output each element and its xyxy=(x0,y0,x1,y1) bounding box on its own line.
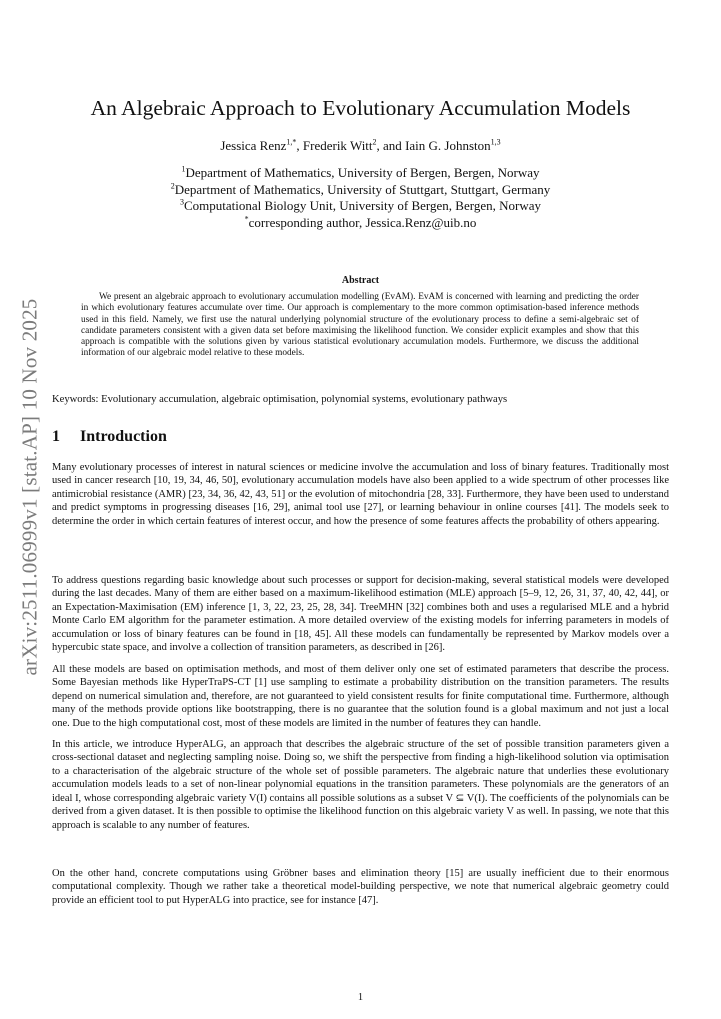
paper-title: An Algebraic Approach to Evolutionary Accumulation Models xyxy=(90,96,631,120)
section-heading xyxy=(52,428,167,446)
author-affil-mark: 2 xyxy=(372,137,377,147)
author-name: Frederik Witt xyxy=(302,138,373,153)
affiliation-text: Department of Mathematics, University of Bergen, Bergen, Norway xyxy=(185,165,540,180)
affiliation-text: Department of Mathematics, University of Stuttgart, Stuttgart, Germany xyxy=(174,181,551,197)
author-affil-mark: 1,* xyxy=(286,137,297,147)
body-paragraph: Many evolutionary processes of interest in natural sciences or medicine involve the accumulation and loss of binary features. Traditionally most used in cancer research [10, 19, 34, 46, 50], evolutionary accumulation models have also been applied to a wide spectrum of other processes like antimicrobial resistance (AMR) [23, 34, 36, 42, 43, 51] or the evolution of mitochondria [28, 33]. Furthermore, they have been used to understand and predict symptoms in progressing diseases [16, 29], animal tool use [27], or learning behaviour in online courses [41]. The models seek to determine the order in which certain features of interest occur, and how the presence of some features affects the probability of others appearing. xyxy=(52,462,669,527)
affiliations xyxy=(0,165,721,231)
body-paragraph: On the other hand, concrete computations using Gröbner bases and elimination theory [15] are usually inefficient due to their enormous computational complexity. Though we rather take a theoretical model-building perspective, we note that numerical algebraic geometry could provide an efficient tool to put HyperALG into practice, see for instance [47]. xyxy=(52,868,669,906)
affiliation-text: corresponding author, Jessica.Renz@uib.no xyxy=(248,214,477,230)
keywords: Keywords: Evolutionary accumulation, algebraic optimisation, polynomial systems, evolutionary pathways xyxy=(52,394,508,405)
affiliation-mark: * xyxy=(244,214,249,224)
affiliation-mark: 2 xyxy=(170,181,175,191)
author-separator: , xyxy=(296,138,303,153)
author-line xyxy=(0,138,721,154)
affiliation-mark: 1 xyxy=(181,164,186,174)
affiliation-text: Computational Biology Unit, University of Bergen, Bergen, Norway xyxy=(184,198,541,213)
author-name: Jessica Renz xyxy=(220,138,287,153)
affiliation-line xyxy=(0,198,721,215)
body-paragraph: All these models are based on optimisation methods, and most of them deliver only one set of estimated parameters that describe the process. Some Bayesian methods like HyperTraPS-CT [1] use sampling to estimate a probability distribution on the transition parameters. The results depend on numerical simulation and, therefore, are not guaranteed to yield consistent results for finite computational time. Furthermore, although many of the methods provide options like bootstrapping, there is no guarantee that the solution found is a global maximum and not just a local one. Due to the high computational cost, most of these models are limited in the number of features they can handle. xyxy=(52,664,669,729)
body-paragraph: To address questions regarding basic knowledge about such processes or support for decision-making, several statistical models were developed during the last decades. Many of them are either based on a maximum-likelihood estimation (MLE) approach [5–9, 12, 26, 31, 37, 40, 42, 44], or an Expectation-Maximisation (EM) inference [1, 3, 22, 23, 25, 28, 34]. TreeMHN [32] combines both and uses a regularised MLE and a hybrid Monte Carlo EM algorithm for the parameter estimation. A more detailed overview of the existing models for inferring parameters in models of accumulation or loss of binary features can be found in [18, 45]. All these models can fundamentally be represented by Markov models over a hypercubic state space, and involve a collection of transition parameters, as described in [26]. xyxy=(52,575,669,654)
affiliation-line xyxy=(0,165,721,182)
author-separator: , and xyxy=(376,138,406,153)
author-affil-mark: 1,3 xyxy=(490,137,501,147)
page-number: 1 xyxy=(357,992,364,1003)
section-number: 1 xyxy=(52,428,60,445)
affiliation-line xyxy=(0,215,721,232)
author-name: Iain G. Johnston xyxy=(405,138,491,153)
section-title: Introduction xyxy=(80,428,167,445)
affiliation-mark: 3 xyxy=(180,197,184,207)
affiliation-line xyxy=(0,182,721,199)
body-paragraph: In this article, we introduce HyperALG, an approach that describes the algebraic structure of the set of possible transition parameters given a cross-sectional dataset and neglecting sampling noise. Doing so, we shift the perspective from finding a high-likelihood solution via optimisation to a characterisation of the algebraic structure of the whole set of possible parameters. The algebraic nature that underlies these evolutionary accumulation models leads to a set of non-linear polynomial equations in the transition parameters. These polynomials are the generators of an ideal I, whose corresponding algebraic variety V(I) contains all possible solutions as a subset V ⊆ V(I). The coefficients of the polynomials can be derived from a given dataset. It is then possible to optimise the likelihood function on this algebraic variety V as well. In passing, we note that this approach is scalable to any number of features. xyxy=(52,739,669,831)
abstract-heading: Abstract xyxy=(341,275,380,286)
arxiv-stamp xyxy=(10,287,50,687)
arxiv-stamp-text: arXiv:2511.06999v1 [stat.AP] 10 Nov 2025 xyxy=(17,298,42,676)
abstract-body: We present an algebraic approach to evolutionary accumulation modelling (EvAM). EvAM is concerned with learning and predicting the order in which evolutionary features accumulate over time. Our approach is complementary to the more common optimisation-based inference methods used in this field. Namely, we first use the natural underlying polynomial structure of the evolutionary process to define a semi-algebraic set of candidate parameters consistent with a given data set before maximising the likelihood function. We consider explicit examples and show that this approach is compatible with the solutions given by various statistical evolutionary accumulation models. Furthermore, we discuss the additional information of our algebraic model relative to these models. xyxy=(81,292,639,359)
